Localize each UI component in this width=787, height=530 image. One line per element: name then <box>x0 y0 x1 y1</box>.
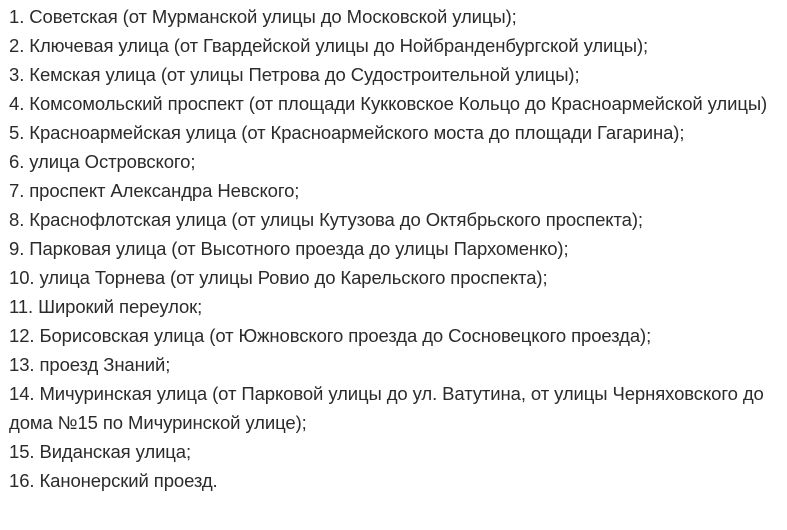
list-item: 3. Кемская улица (от улицы Петрова до Судостроительной улицы); <box>9 64 580 85</box>
list-item: 10. улица Торнева (от улицы Ровио до Карельского проспекта); <box>9 267 548 288</box>
list-item: 14. Мичуринская улица (от Парковой улицы до ул. Ватутина, от улицы Черняховского до дома №15 по Мичуринской улице); <box>9 383 764 433</box>
list-item: 15. Виданская улица; <box>9 441 192 462</box>
list-item: 1. Советская (от Мурманской улицы до Московской улицы); <box>9 6 517 27</box>
list-item: 9. Парковая улица (от Высотного проезда до улицы Пархоменко); <box>9 238 569 259</box>
list-item: 11. Широкий переулок; <box>9 296 203 317</box>
list-item: 2. Ключевая улица (от Гвардейской улицы до Нойбранденбургской улицы); <box>9 35 649 56</box>
list-item: 16. Канонерский проезд. <box>9 470 218 491</box>
list-item: 6. улица Островского; <box>9 151 196 172</box>
list-item: 7. проспект Александра Невского; <box>9 180 300 201</box>
list-item: 8. Краснофлотская улица (от улицы Кутузова до Октябрьского проспекта); <box>9 209 643 230</box>
street-list <box>9 2 783 495</box>
list-item: 4. Комсомольский проспект (от площади Кукковское Кольцо до Красноармейской улицы) <box>9 93 768 114</box>
list-item: 12. Борисовская улица (от Южновского проезда до Сосновецкого проезда); <box>9 325 652 346</box>
list-item: 5. Красноармейская улица (от Красноармейского моста до площади Гагарина); <box>9 122 685 143</box>
list-item: 13. проезд Знаний; <box>9 354 171 375</box>
